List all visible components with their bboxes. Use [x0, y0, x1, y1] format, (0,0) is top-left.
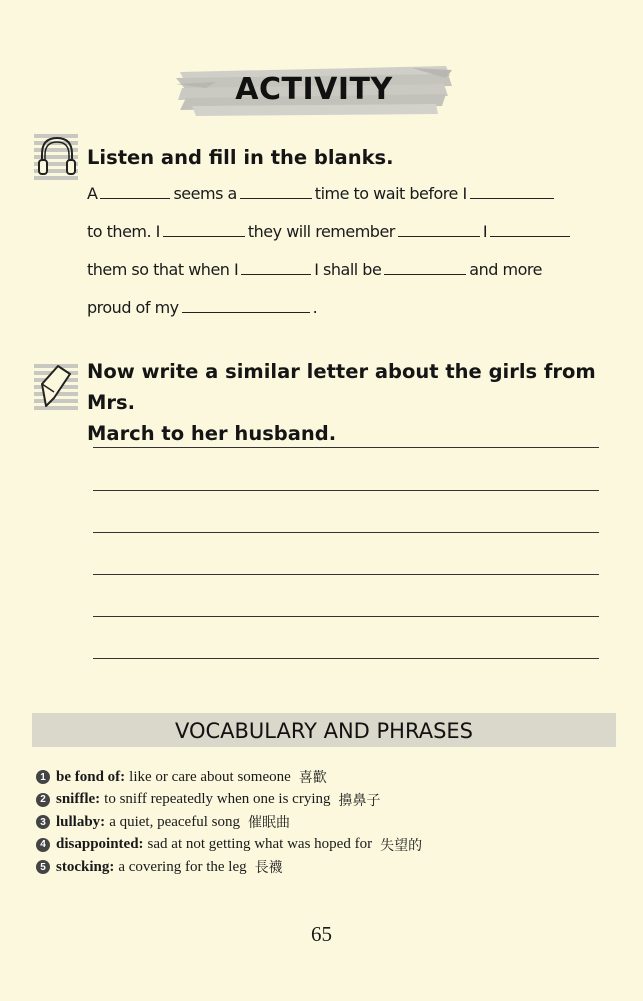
- vocab-definition: to sniff repeatedly when one is crying: [104, 791, 331, 808]
- blank[interactable]: [398, 222, 480, 237]
- pencil-icon: [34, 360, 80, 414]
- blank[interactable]: [182, 298, 310, 313]
- write-heading-line-1: Now write a similar letter about the girls from Mrs.: [87, 360, 596, 414]
- blank[interactable]: [163, 222, 245, 237]
- vocab-term: lullaby:: [56, 813, 106, 830]
- line-text: they will remember: [247, 222, 395, 241]
- vocab-item: [36, 811, 616, 834]
- line-text: seems a: [173, 184, 237, 203]
- writing-line[interactable]: [93, 574, 599, 575]
- line-text: I shall be: [314, 260, 382, 279]
- line-text: and more: [469, 260, 542, 279]
- vocab-term: be fond of:: [56, 768, 126, 785]
- line-text: them so that when I: [87, 260, 239, 279]
- vocab-definition: a quiet, peaceful song: [109, 813, 240, 830]
- vocab-item: [36, 766, 616, 789]
- vocab-definition: like or care about someone: [129, 768, 291, 785]
- writing-line[interactable]: [93, 532, 599, 533]
- write-heading: [87, 356, 643, 449]
- vocab-chinese: 喜歡: [298, 770, 327, 787]
- vocab-definition: a covering for the leg: [118, 858, 247, 875]
- number-badge: 3: [36, 815, 50, 829]
- fill-line-1: [87, 184, 607, 203]
- writing-line[interactable]: [93, 616, 599, 617]
- writing-line[interactable]: [93, 658, 599, 659]
- blank[interactable]: [241, 260, 311, 275]
- vocab-term: disappointed:: [56, 836, 144, 853]
- vocab-chinese: 催眠曲: [247, 815, 290, 832]
- fill-line-2: [87, 222, 607, 241]
- writing-line[interactable]: [93, 447, 599, 448]
- blank[interactable]: [240, 184, 312, 199]
- vocabulary-header-bar: [32, 713, 616, 747]
- line-text: to them. I: [87, 222, 160, 241]
- vocab-definition: sad at not getting what was hoped for: [147, 836, 373, 853]
- writing-line[interactable]: [93, 490, 599, 491]
- vocabulary-list: [36, 766, 616, 879]
- vocab-item: [36, 856, 616, 879]
- vocabulary-title: VOCABULARY AND PHRASES: [174, 719, 474, 743]
- line-text: A: [87, 184, 98, 203]
- vocab-term: sniffle:: [56, 791, 101, 808]
- blank[interactable]: [470, 184, 554, 199]
- blank[interactable]: [100, 184, 170, 199]
- number-badge: 1: [36, 770, 50, 784]
- vocab-chinese: 長襪: [254, 860, 283, 877]
- fill-line-3: [87, 260, 607, 279]
- write-heading-line-2: March to her husband.: [87, 422, 337, 445]
- number-badge: 4: [36, 838, 50, 852]
- number-badge: 2: [36, 793, 50, 807]
- blank[interactable]: [384, 260, 466, 275]
- line-text: time to wait before I: [314, 184, 467, 203]
- vocab-item: [36, 789, 616, 812]
- headphones-icon: [34, 132, 80, 182]
- activity-banner: [176, 62, 452, 118]
- page-number: 65: [311, 922, 332, 946]
- blank[interactable]: [490, 222, 570, 237]
- vocab-item: [36, 834, 616, 857]
- line-text: .: [312, 298, 318, 317]
- listen-heading: Listen and fill in the blanks.: [87, 146, 394, 169]
- vocab-term: stocking:: [56, 858, 115, 875]
- number-badge: 5: [36, 860, 50, 874]
- vocab-chinese: 失望的: [380, 837, 423, 854]
- line-text: proud of my: [87, 298, 179, 317]
- activity-title: ACTIVITY: [235, 72, 393, 107]
- line-text: I: [482, 222, 488, 241]
- vocab-chinese: 擤鼻子: [338, 792, 381, 809]
- fill-line-4: [87, 298, 607, 317]
